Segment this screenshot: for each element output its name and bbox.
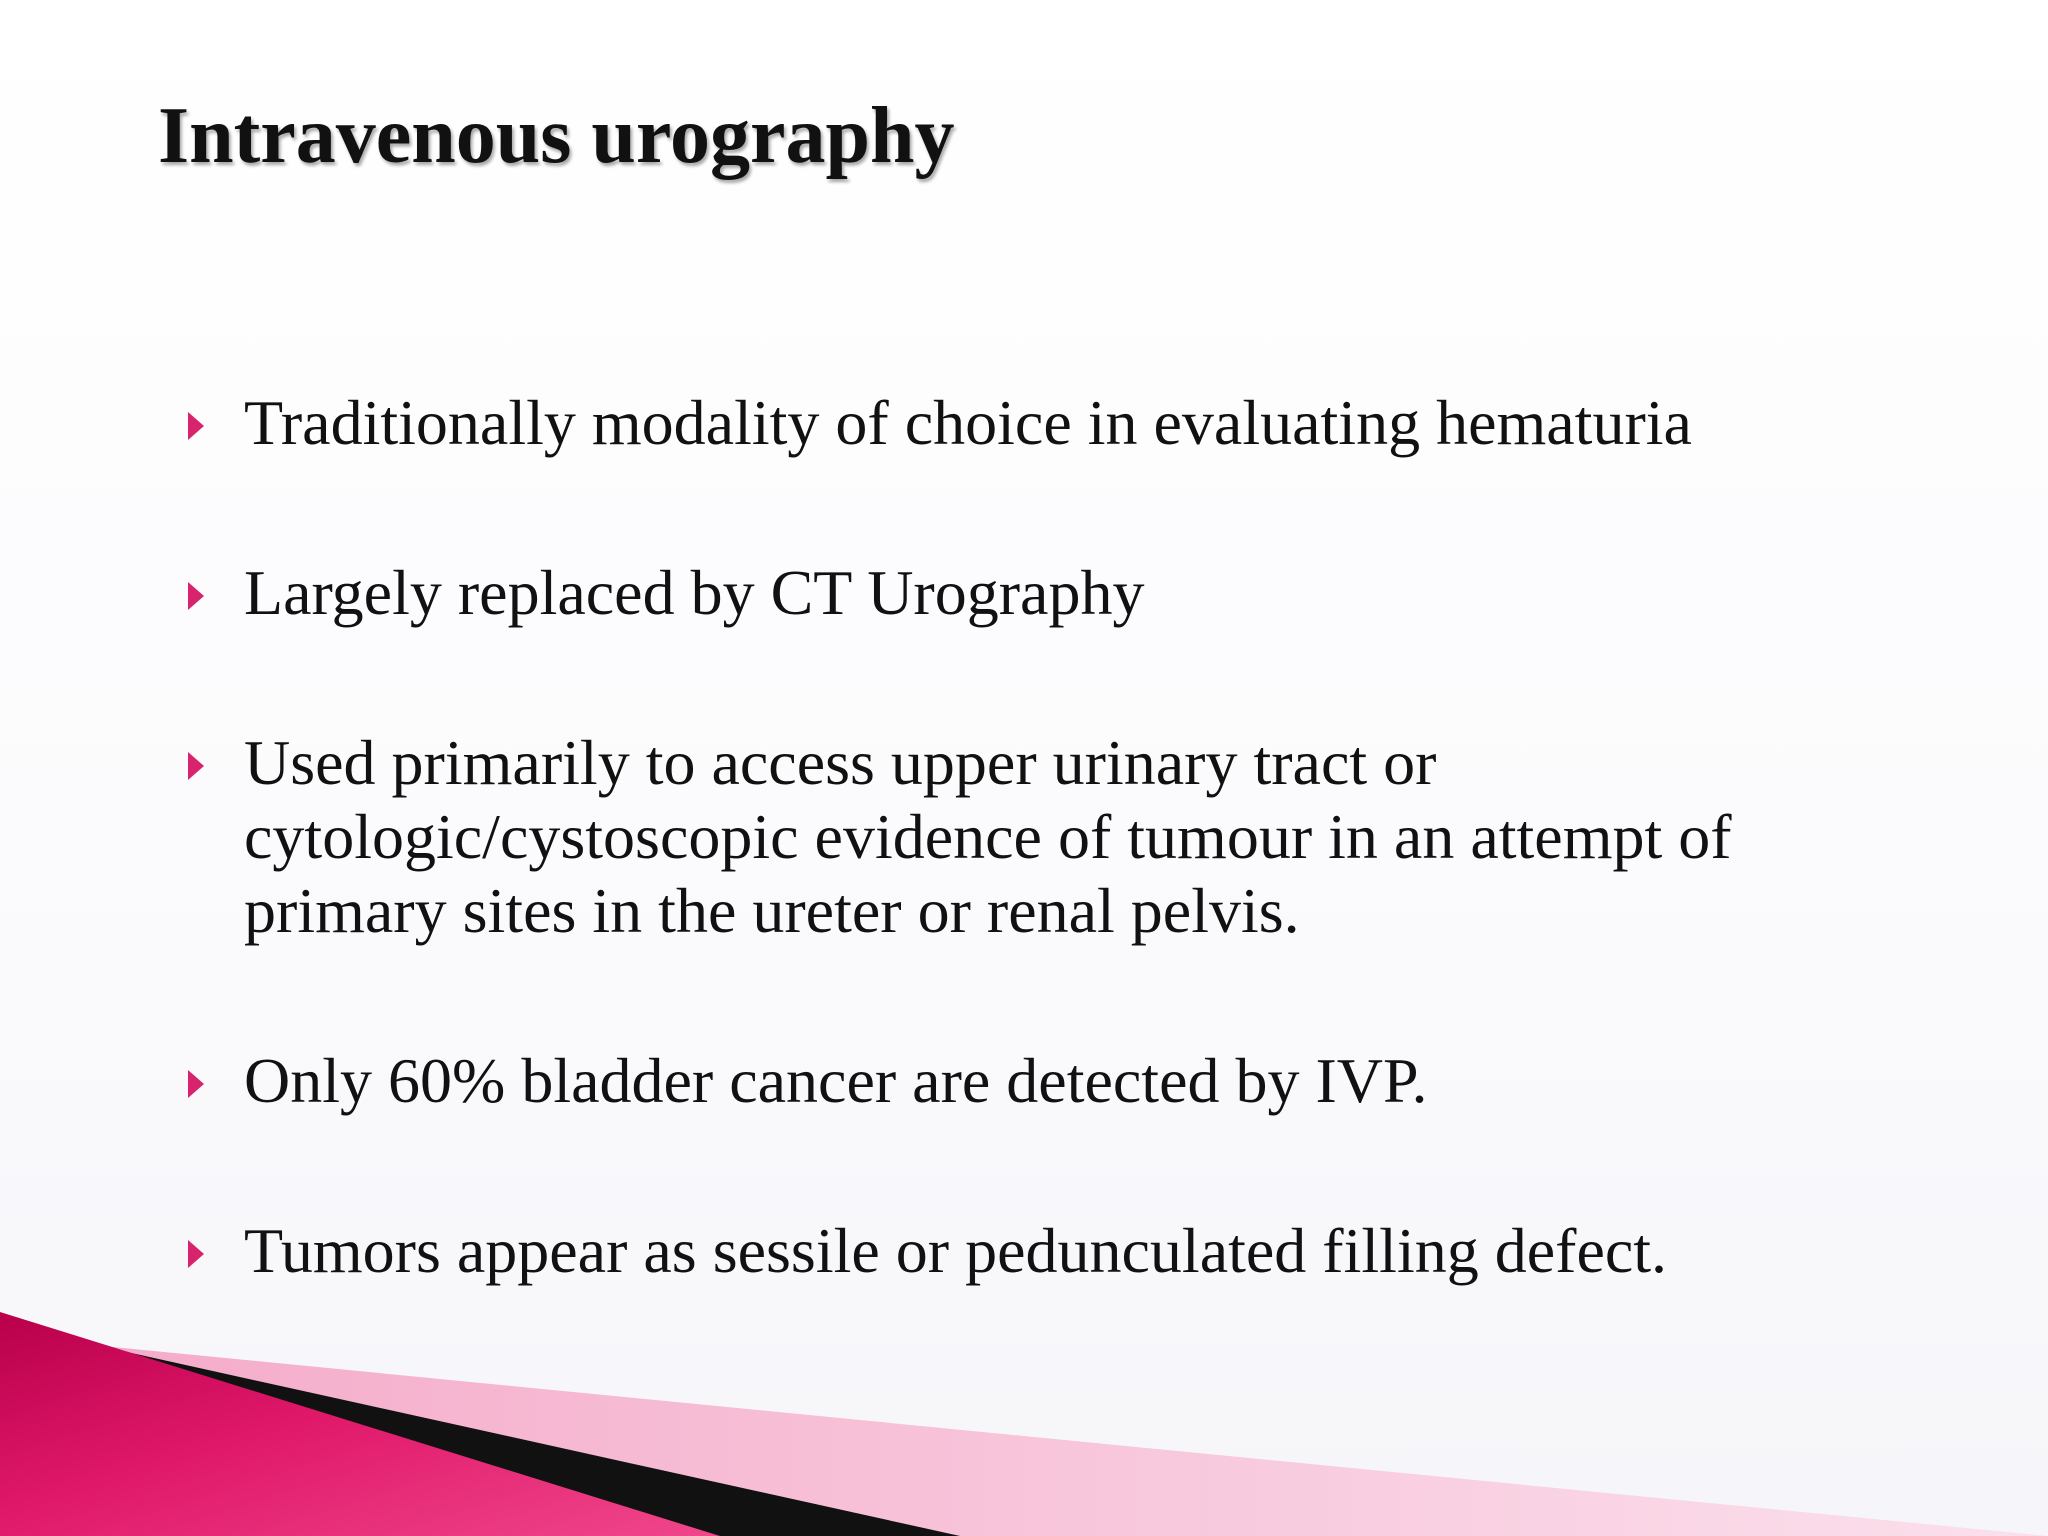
triangle-right-icon <box>188 412 204 440</box>
triangle-right-icon <box>188 752 204 780</box>
corner-ribbon-decoration <box>0 1276 2048 1536</box>
triangle-right-icon <box>188 582 204 610</box>
bullet-text: Used primarily to access upper urinary tract or cytologic/cystoscopic evidence of tumour in an attempt of primary sites in the ureter or renal pelvis. <box>244 727 1732 946</box>
bullet-text: Only 60% bladder cancer are detected by IVP. <box>244 1045 1428 1116</box>
bullet-text: Largely replaced by CT Urography <box>244 557 1145 628</box>
triangle-right-icon <box>188 1070 204 1098</box>
triangle-right-icon <box>188 1240 204 1268</box>
bullet-text: Tumors appear as sessile or pedunculated filling defect. <box>244 1215 1668 1286</box>
slide-title: Intravenous urography <box>158 92 955 180</box>
bullet-text: Traditionally modality of choice in evaluating hematuria <box>244 387 1692 458</box>
